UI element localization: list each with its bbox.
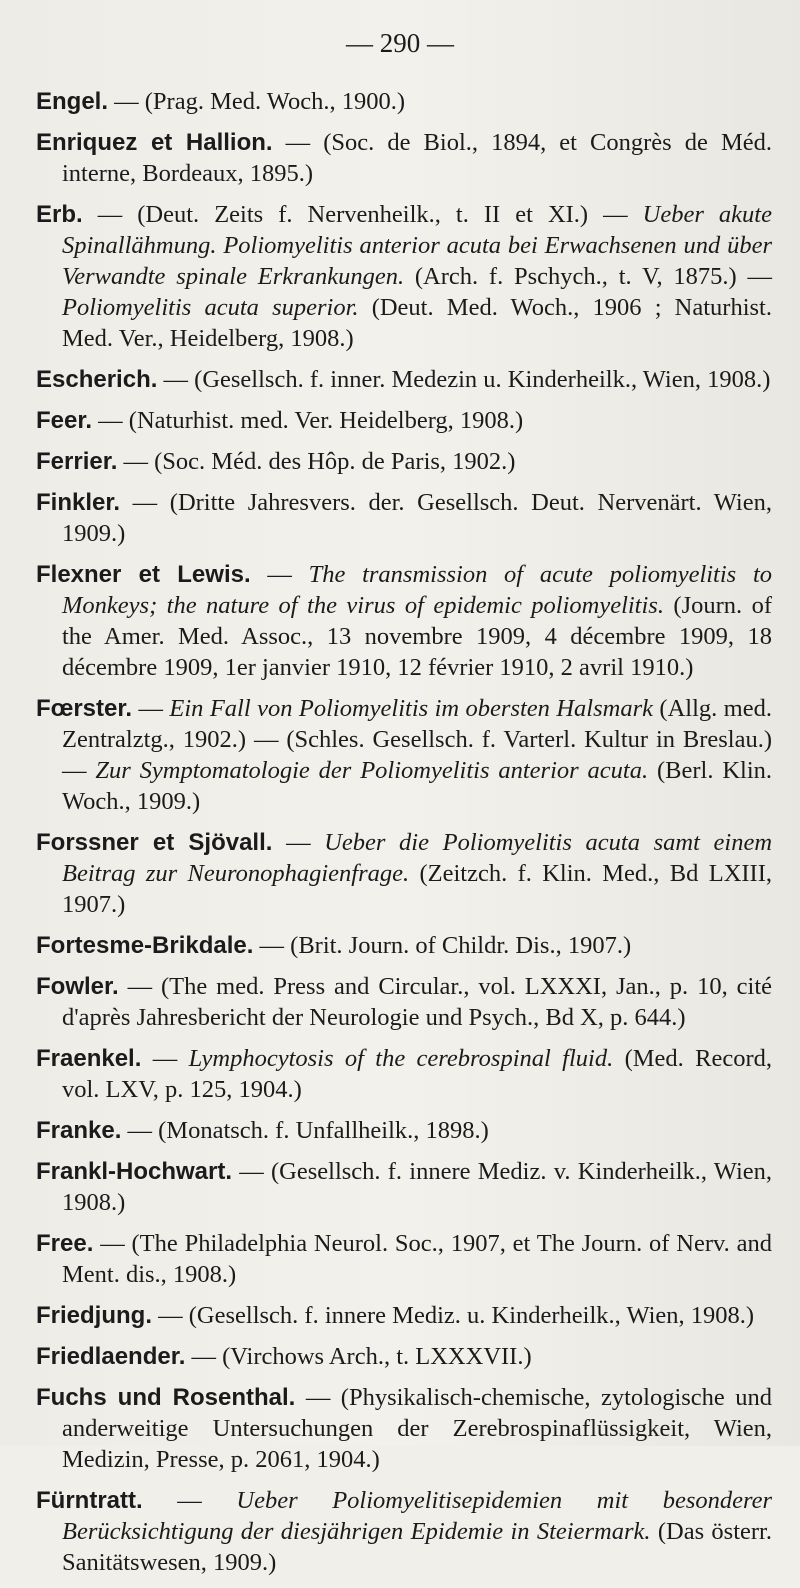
bibliography-entry [36,559,772,683]
bibliography-entry [36,487,772,549]
bibliography-entry [36,1485,772,1578]
entry-author: Finkler. [36,489,121,516]
entry-author: Free. [36,1230,94,1257]
entry-author: Fürntratt. [36,1487,143,1514]
entry-reference: — (Gesellsch. f. innere Mediz. u. Kinderheilk., Wien, 1908.) [152,1302,755,1329]
entry-work-title: Zur Symptomatologie der Poliomyelitis anterior acuta. [95,757,649,784]
bibliography-entry [36,827,772,920]
entry-author: Fowler. [36,973,119,1000]
bibliography-entry [36,364,772,395]
page-number: — 290 — [346,28,454,58]
entry-work-title: Ueber akute Spinallähmung. Poliomyelitis anterior acuta bei Erwachsenen und über Verwandte spinale Erkrankungen. [62,201,772,290]
bibliography-entry [36,1228,772,1290]
entry-reference: — (Brit. Journ. of Childr. Dis., 1907.) [253,932,632,959]
entry-reference: — [132,695,170,722]
entry-reference: (Arch. f. Pschych., t. V, 1875.) — [404,263,772,290]
entry-reference: (Deut. Med. Woch., 1906 ; Naturhist. Med. Ver., Heidelberg, 1908.) [62,294,772,352]
entry-reference: — (The Philadelphia Neurol. Soc., 1907, et The Journ. of Nerv. and Ment. dis., 1908.) [62,1230,772,1288]
entry-reference: — [250,561,309,588]
entry-author: Escherich. [36,366,158,393]
entry-author: Flexner et Lewis. [36,561,251,588]
entry-author: Erb. [36,201,83,228]
entry-reference: (Journ. of the Amer. Med. Assoc., 13 novembre 1909, 4 décembre 1909, 18 décembre 1909, 1er janvier 1910, 12 février 1910, 2 avril 1910.) [62,592,772,681]
bibliography-entry [36,86,772,117]
bibliography-entry [36,1382,772,1475]
entry-work-title: Poliomyelitis acuta superior. [62,294,359,321]
bibliography-entry [36,693,772,817]
entry-author: Enriquez et Hallion. [36,129,273,156]
entry-reference: (Das österr. Sanitätswesen, 1909.) [62,1518,772,1576]
entry-work-title: Lymphocytosis of the cerebrospinal fluid. [188,1045,614,1072]
entry-work-title: Ein Fall von Poliomyelitis im obersten Halsmark [169,695,653,722]
entry-author: Franke. [36,1117,122,1144]
bibliography-entry [36,971,772,1033]
entry-author: Fœrster. [36,695,133,722]
entry-reference: — (Gesellsch. f. innere Mediz. v. Kinderheilk., Wien, 1908.) [62,1158,772,1216]
entry-reference: — (Deut. Zeits f. Nervenheilk., t. II et XI.) — [82,201,643,228]
entry-reference: — (The med. Press and Circular., vol. LXXXI, Jan., p. 10, cité d'après Jahresbericht der Neurologie und Psych., Bd X, p. 644.) [62,973,772,1031]
entry-author: Fuchs und Rosenthal. [36,1384,296,1411]
entry-author: Forssner et Sjövall. [36,829,273,856]
entry-reference: — (Soc. Méd. des Hôp. de Paris, 1902.) [117,448,516,475]
bibliography-entry [36,405,772,436]
entry-reference: — (Naturhist. med. Ver. Heidelberg, 1908.) [92,407,524,434]
bibliography-entry [36,446,772,477]
entry-author: Ferrier. [36,448,118,475]
bibliography-entry [36,1115,772,1146]
bibliography-list [36,86,772,1588]
bibliography-entry [36,1043,772,1105]
entry-author: Engel. [36,88,109,115]
entry-reference: — [142,1487,237,1514]
bibliography-entry [36,1300,772,1331]
entry-reference: — (Physikalisch-chemische, zytologische und anderweitige Untersuchungen der Zerebrospinaflüssigkeit, Wien, Medizin, Presse, p. 2061, 1904.) [62,1384,772,1473]
bibliography-entry [36,199,772,354]
entry-reference: — (Gesellsch. f. inner. Medezin u. Kinderheilk., Wien, 1908.) [157,366,771,393]
entry-author: Fraenkel. [36,1045,142,1072]
entry-reference: (Berl. Klin. Woch., 1909.) [62,757,773,815]
bibliography-entry [36,1341,772,1372]
entry-work-title: Ueber Poliomyelitisepidemien mit besonderer Berücksichtigung der diesjährigen Epidemie in Steiermark. [62,1487,773,1545]
entry-author: Frankl-Hochwart. [36,1158,233,1185]
bibliography-entry [36,127,772,189]
bibliography-entry [36,930,772,961]
entry-reference: (Zeitzch. f. Klin. Med., Bd LXIII, 1907.) [62,860,772,918]
entry-reference: — (Dritte Jahresvers. der. Gesellsch. Deut. Nervenärt. Wien, 1909.) [62,489,772,547]
entry-reference: — (Virchows Arch., t. LXXXVII.) [185,1343,532,1370]
entry-reference: — (Prag. Med. Woch., 1900.) [108,88,405,115]
entry-work-title: The transmission of acute poliomyelitis to Monkeys; the nature of the virus of epidemic poliomyelitis. [62,561,772,619]
entry-reference: — [272,829,325,856]
entry-author: Fortesme-Brikdale. [36,932,254,959]
entry-author: Friedlaender. [36,1343,186,1370]
bibliography-entry [36,1156,772,1218]
entry-author: Feer. [36,407,93,434]
entry-reference: — (Soc. de Biol., 1894, et Congrès de Méd. interne, Bordeaux, 1895.) [62,129,772,187]
entry-author: Friedjung. [36,1302,152,1329]
entry-work-title: Ueber die Poliomyelitis acuta samt einem Beitrag zur Neuronophagienfrage. [62,829,773,887]
entry-reference: (Allg. med. Zentralztg., 1902.) — (Schles. Gesellsch. f. Varterl. Kultur in Breslau.) — [62,695,772,784]
entry-reference: — (Monatsch. f. Unfallheilk., 1898.) [121,1117,489,1144]
entry-reference: — [141,1045,189,1072]
entry-reference: (Med. Record, vol. LXV, p. 125, 1904.) [62,1045,773,1103]
